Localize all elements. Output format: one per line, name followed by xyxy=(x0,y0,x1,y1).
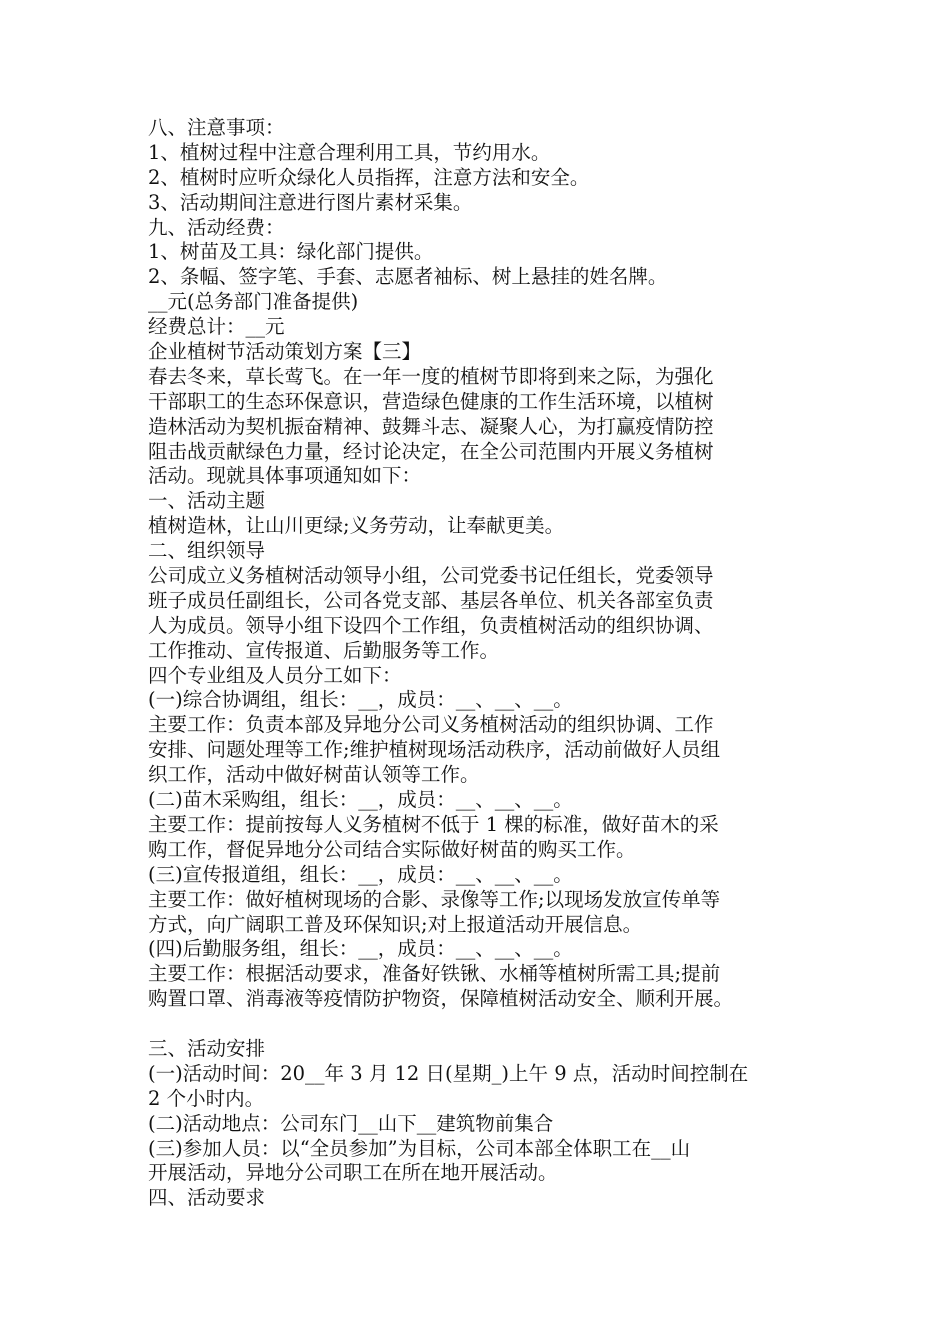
text-line: 企业植树节活动策划方案【三】 xyxy=(148,340,422,364)
text-line: 主要工作：提前按每人义务植树不低于 1 棵的标准，做好苗木的采 xyxy=(148,812,719,836)
text-line: 经费总计：__元 xyxy=(148,315,285,339)
text-line: 3、活动期间注意进行图片素材采集。 xyxy=(148,190,473,214)
text-line: 主要工作：做好植树现场的合影、录像等工作;以现场发放宣传单等 xyxy=(148,887,721,911)
text-line: 三、活动安排 xyxy=(148,1036,266,1060)
text-line: 春去冬来，草长莺飞。在一年一度的植树节即将到来之际，为强化 xyxy=(148,364,714,388)
text-line: 主要工作：根据活动要求，准备好铁锹、水桶等植树所需工具;提前 xyxy=(148,962,721,986)
text-line: (二)苗木采购组，组长：__，成员：__、__、__。 xyxy=(148,788,573,812)
text-line: 干部职工的生态环保意识，营造绿色健康的工作生活环境，以植树 xyxy=(148,389,714,413)
text-line: (三)参加人员：以“全员参加”为目标，公司本部全体职工在__山 xyxy=(148,1136,691,1160)
text-line: 活动。现就具体事项通知如下： xyxy=(148,464,422,488)
text-line: 公司成立义务植树活动领导小组，公司党委书记任组长，党委领导 xyxy=(148,564,714,588)
text-line: 工作推动、宣传报道、后勤服务等工作。 xyxy=(148,638,500,662)
text-line: 2、植树时应听众绿化人员指挥，注意方法和安全。 xyxy=(148,165,590,189)
text-line: (三)宣传报道组，组长：__，成员：__、__、__。 xyxy=(148,862,573,886)
text-line: 安排、问题处理等工作;维护植树现场活动秩序，活动前做好人员组 xyxy=(148,738,721,762)
text-line: 购置口罩、消毒液等疫情防护物资，保障植树活动安全、顺利开展。 xyxy=(148,987,734,1011)
text-line: 人为成员。领导小组下设四个工作组，负责植树活动的组织协调、 xyxy=(148,613,714,637)
text-line: (四)后勤服务组，组长：__，成员：__、__、__。 xyxy=(148,937,573,961)
text-line: 2 个小时内。 xyxy=(148,1086,265,1110)
text-line: 四个专业组及人员分工如下： xyxy=(148,663,402,687)
text-line: 织工作，活动中做好树苗认领等工作。 xyxy=(148,763,480,787)
text-line: 植树造林，让山川更绿;义务劳动，让奉献更美。 xyxy=(148,514,565,538)
text-line: __元(总务部门准备提供) xyxy=(148,290,359,314)
text-line: 开展活动，异地分公司职工在所在地开展活动。 xyxy=(148,1161,558,1185)
text-line: 主要工作：负责本部及异地分公司义务植树活动的组织协调、工作 xyxy=(148,713,714,737)
text-line: 四、活动要求 xyxy=(148,1186,266,1210)
text-line: (二)活动地点：公司东门__山下__建筑物前集合 xyxy=(148,1111,554,1135)
text-line: 2、条幅、签字笔、手套、志愿者袖标、树上悬挂的姓名牌。 xyxy=(148,265,668,289)
text-line xyxy=(148,1012,828,1037)
text-line: 班子成员任副组长，公司各党支部、基层各单位、机关各部室负责 xyxy=(148,588,714,612)
text-line: 八、注意事项： xyxy=(148,116,285,139)
text-line: 一、活动主题 xyxy=(148,489,266,513)
text-line: 九、活动经费： xyxy=(148,215,285,239)
text-line: 造林活动为契机振奋精神、鼓舞斗志、凝聚人心，为打赢疫情防控 xyxy=(148,414,714,438)
text-line: 1、植树过程中注意合理利用工具，节约用水。 xyxy=(148,140,551,164)
text-line: (一)活动时间：20__年 3 月 12 日(星期_)上午 9 点，活动时间控制在 xyxy=(148,1061,749,1085)
text-line: 阻击战贡献绿色力量，经讨论决定，在全公司范围内开展义务植树 xyxy=(148,439,714,463)
text-line: 1、树苗及工具：绿化部门提供。 xyxy=(148,240,434,264)
document-page xyxy=(148,116,828,1211)
text-line: 二、组织领导 xyxy=(148,539,266,563)
text-line: 方式，向广阔职工普及环保知识;对上报道活动开展信息。 xyxy=(148,912,643,936)
text-line: (一)综合协调组，组长：__，成员：__、__、__。 xyxy=(148,688,573,712)
text-line: 购工作，督促异地分公司结合实际做好树苗的购买工作。 xyxy=(148,837,636,861)
